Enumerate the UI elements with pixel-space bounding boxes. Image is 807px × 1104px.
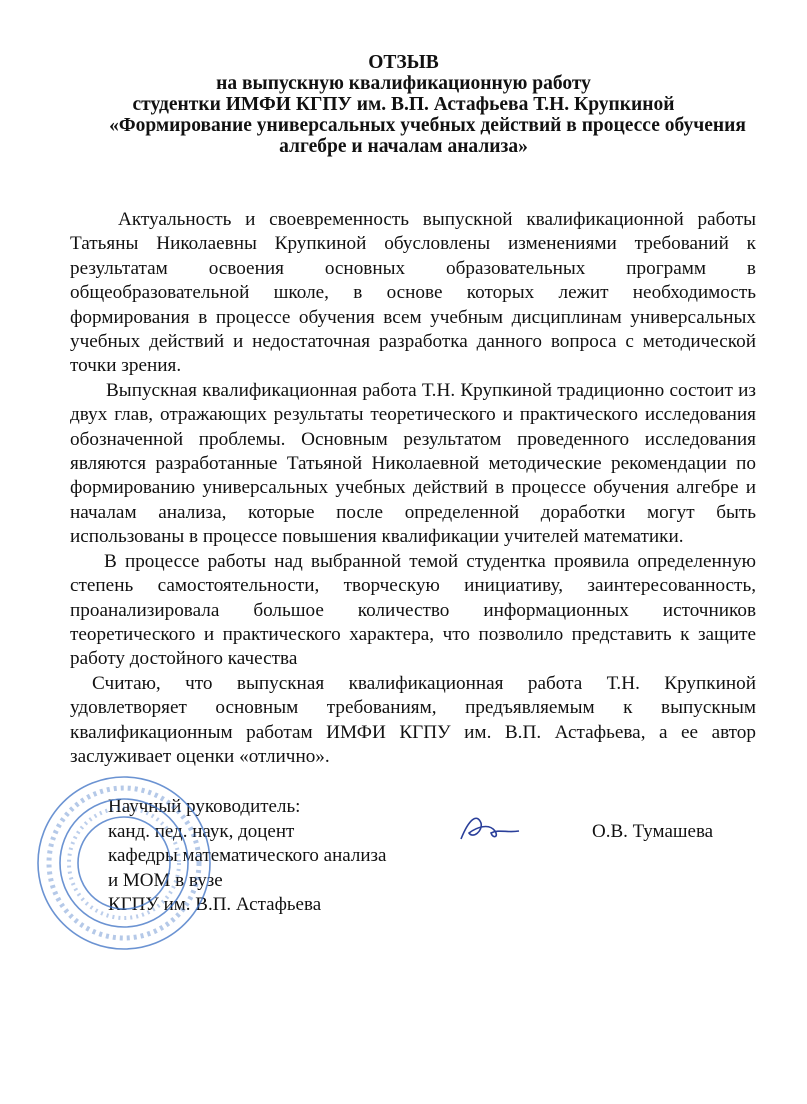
supervisor-label: Научный руководитель: <box>108 796 301 818</box>
paragraph: Выпускная квалификационная работа Т.Н. Крупкиной традиционно состоит из двух глав, отражающих результаты теоретического и практического исследования обозначенной проблемы. Основным результатом проведенного исследования являются разработанные Татьяной Николаевной методические рекомендации по формированию универсальных учебных действий в процессе обучения алгебре и началам анализа, которые после определенной доработки могут быть использованы в процессе повышения квалификации учителей математики. <box>70 379 756 548</box>
paragraph: Актуальность и своевременность выпускной квалификационной работы Татьяны Николаевны Крупкиной обусловлены изменениями требований к результатам освоения основных образовательных программ в общеобразовательной школе, в основе которых лежит необходимость формирования в процессе обучения всем учебным дисциплинам универсальных учебных действий и недостаточная разработка данного вопроса с методической точки зрения. <box>70 209 756 377</box>
paragraph: В процессе работы над выбранной темой студентка проявила определенную степень самостоятельности, творческую инициативу, заинтересованность, проанализировала большое количество информационных источников теоретического и практического характера, что позволило представить к защите работу достойного качества <box>70 550 756 670</box>
supervisor-department: кафедры математического анализа <box>108 845 387 867</box>
paragraph: Считаю, что выпускная квалификационная работа Т.Н. Крупкиной удовлетворяет основным требованиям, предъявляемым к выпускным квалификационным работам ИМФИ КГПУ им. В.П. Астафьева, а ее автор заслуживает оценки «отлично». <box>70 672 756 767</box>
header-line: студентки ИМФИ КГПУ им. В.П. Астафьева Т.Н. Крупкиной <box>132 94 675 115</box>
review-body <box>70 208 756 769</box>
supervisor-department: и МОМ в вузе <box>108 869 223 891</box>
document-title: ОТЗЫВ <box>368 52 439 73</box>
supervisor-name: О.В. Тумашева <box>592 820 714 842</box>
header-line: алгебре и началам анализа» <box>279 136 528 157</box>
document-content <box>70 208 756 917</box>
supervisor-university: КГПУ им. В.П. Астафьева <box>108 893 322 915</box>
header-line: на выпускную квалификационную работу <box>216 73 591 94</box>
handwritten-signature <box>455 809 525 849</box>
supervisor-degree: канд. пед. наук, доцент <box>108 820 295 842</box>
signature-area <box>70 795 756 917</box>
institution-stamp <box>34 773 214 953</box>
header-line: «Формирование универсальных учебных действий в процессе обучения <box>109 115 746 136</box>
document-header <box>0 52 807 157</box>
